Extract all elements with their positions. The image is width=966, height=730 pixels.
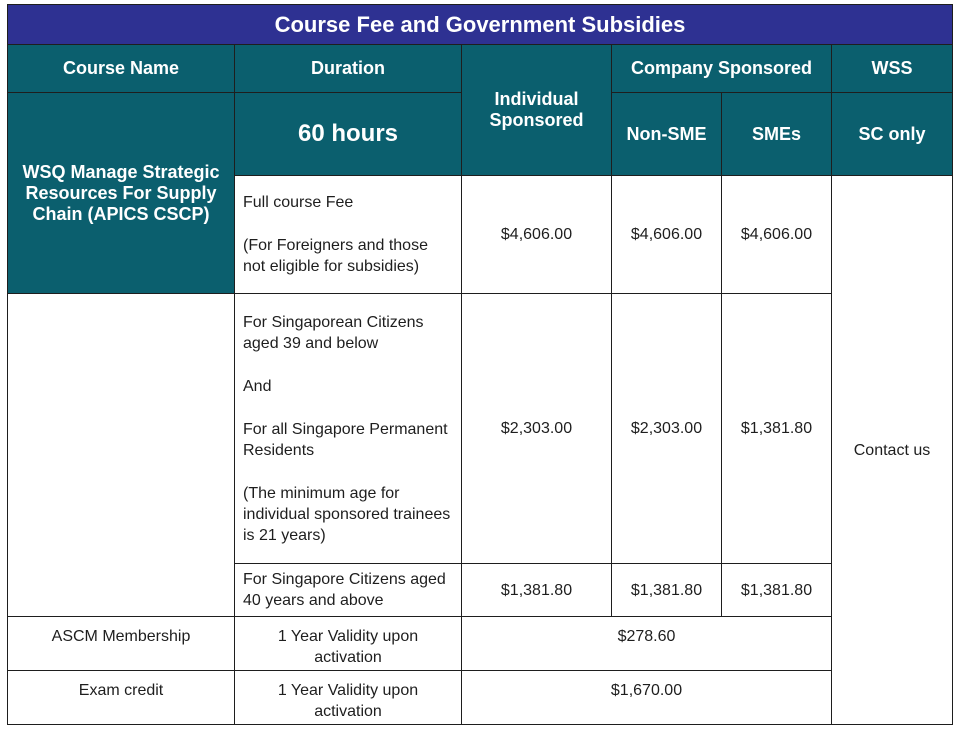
course-duration: 60 hours — [235, 93, 462, 176]
empty-cell — [8, 294, 235, 617]
ascm-validity: 1 Year Validity upon activation — [235, 617, 462, 671]
wss-contact-us: Contact us — [832, 176, 953, 725]
sc-39-non-sme: $2,303.00 — [612, 294, 722, 564]
full-fee-note: (For Foreigners and those not eligible for subsidies) — [243, 237, 428, 275]
sc-40-individual: $1,381.80 — [462, 564, 612, 617]
ascm-membership-label: ASCM Membership — [8, 617, 235, 671]
header-company-sponsored: Company Sponsored — [612, 45, 832, 93]
sc-39-line2: And — [243, 377, 272, 395]
header-course-name: Course Name — [8, 45, 235, 93]
sc-39-line3: For all Singapore Permanent Residents — [243, 420, 448, 459]
header-non-sme: Non-SME — [612, 93, 722, 176]
course-name-cell: WSQ Manage Strategic Resources For Supply Chain (APICS CSCP) — [8, 93, 235, 294]
header-duration: Duration — [235, 45, 462, 93]
full-fee-non-sme: $4,606.00 — [612, 176, 722, 294]
header-smes: SMEs — [722, 93, 832, 176]
table-title: Course Fee and Government Subsidies — [8, 5, 953, 45]
sc-40-smes: $1,381.80 — [722, 564, 832, 617]
header-individual-sponsored: Individual Sponsored — [462, 45, 612, 176]
header-sc-only: SC only — [832, 93, 953, 176]
exam-price: $1,670.00 — [462, 671, 832, 725]
course-fee-table — [7, 4, 953, 725]
full-fee-smes: $4,606.00 — [722, 176, 832, 294]
sc-40-description: For Singapore Citizens aged 40 years and above — [235, 564, 462, 617]
ascm-price: $278.60 — [462, 617, 832, 671]
full-fee-label: Full course Fee — [243, 194, 354, 211]
sc-39-description — [235, 294, 462, 564]
sc-39-smes: $1,381.80 — [722, 294, 832, 564]
exam-credit-label: Exam credit — [8, 671, 235, 725]
sc-39-line1: For Singaporean Citizens aged 39 and below — [243, 313, 424, 352]
header-wss: WSS — [832, 45, 953, 93]
sc-40-non-sme: $1,381.80 — [612, 564, 722, 617]
full-fee-description — [235, 176, 462, 294]
sc-39-line4: (The minimum age for individual sponsored trainees is 21 years) — [243, 484, 451, 544]
sc-39-individual: $2,303.00 — [462, 294, 612, 564]
exam-validity: 1 Year Validity upon activation — [235, 671, 462, 725]
full-fee-individual: $4,606.00 — [462, 176, 612, 294]
